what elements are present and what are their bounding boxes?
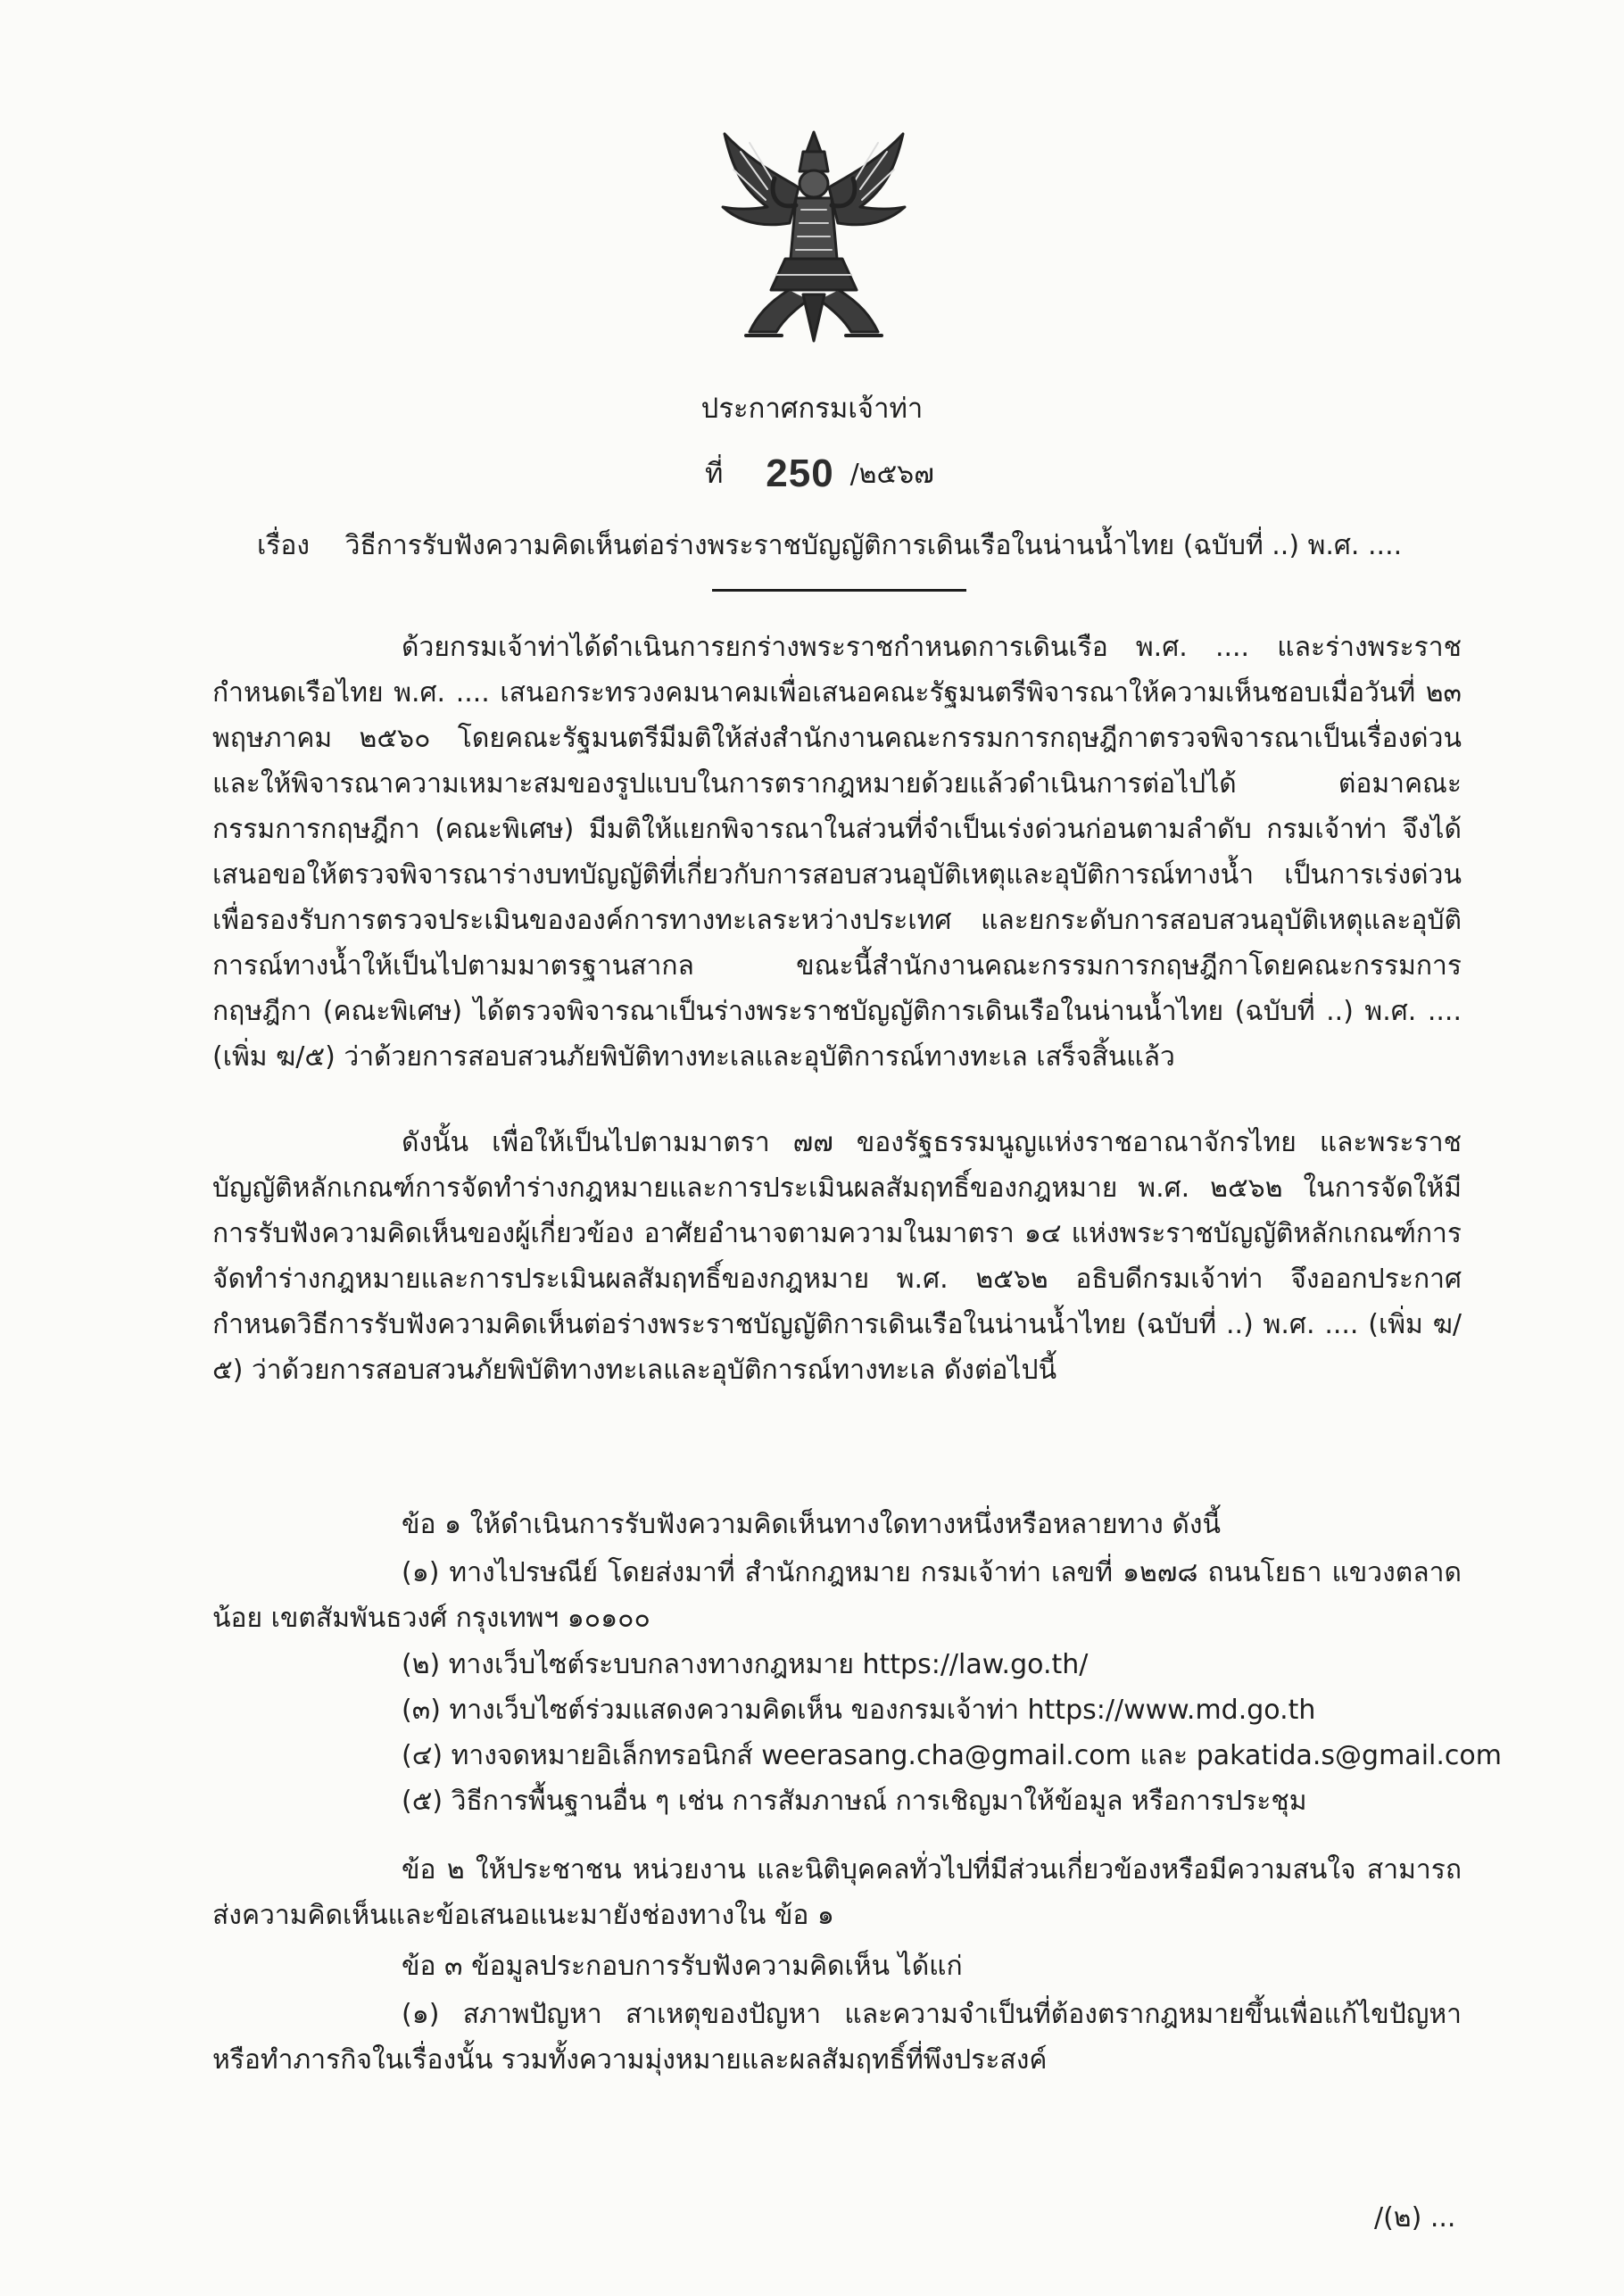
- channel-item-md-website: (๓) ทางเว็บไซต์ร่วมแสดงความคิดเห็น ของกรมเจ้าท่า https://www.md.go.th: [402, 1695, 1316, 1726]
- item-1-heading: ข้อ ๑ ให้ดำเนินการรับฟังความคิดเห็นทางใดทางหนึ่งหรือหลายทาง ดังนี้: [402, 1509, 1221, 1540]
- channel-item-email: (๔) ทางจดหมายอิเล็กทรอนิกส์ weerasang.cha@gmail.com และ pakatida.s@gmail.com: [402, 1740, 1502, 1771]
- item-2-paragraph: ข้อ ๒ ให้ประชาชน หน่วยงาน และนิติบุคคลทั่วไปที่มีส่วนเกี่ยวข้องหรือมีความสนใจ สามารถส่งความคิดเห็นและข้อเสนอแนะมายังช่องทางใน ข้อ ๑: [212, 1854, 1462, 1931]
- number-stamp: 250: [766, 452, 834, 495]
- page-continuation: /(๒) ...: [1374, 2202, 1456, 2234]
- number-year: /๒๕๖๗: [849, 459, 934, 490]
- subject-text: วิธีการรับฟังความคิดเห็นต่อร่างพระราชบัญญัติการเดินเรือในน่านน้ำไทย (ฉบับที่ ..) พ.ศ. ....: [344, 530, 1403, 561]
- garuda-emblem-icon: [714, 125, 915, 348]
- item-3-heading: ข้อ ๓ ข้อมูลประกอบการรับฟังความคิดเห็น ได้แก่: [402, 1951, 963, 1982]
- subject-line: [257, 525, 1402, 567]
- subject-label: เรื่อง: [257, 530, 311, 561]
- paragraph-authority: ดังนั้น เพื่อให้เป็นไปตามมาตรา ๗๗ ของรัฐธรรมนูญแห่งราชอาณาจักรไทย และพระราชบัญญัติหลักเกณฑ์การจัดทำร่างกฎหมายและการประเมินผลสัมฤทธิ์ของกฎหมาย พ.ศ. ๒๕๖๒ ในการจัดให้มีการรับฟังความคิดเห็นของผู้เกี่ยวข้อง อาศัยอำนาจตามความในมาตรา ๑๔ แห่งพระราชบัญญัติหลักเกณฑ์การจัดทำร่างกฎหมายและการประเมินผลสัมฤทธิ์ของกฎหมาย พ.ศ. ๒๕๖๒ อธิบดีกรมเจ้าท่า จึงออกประกาศกำหนดวิธีการรับฟังความคิดเห็นต่อร่างพระราชบัญญัติการเดินเรือในน่านน้ำไทย (ฉบับที่ ..) พ.ศ. .... (เพิ่ม ฆ/๕) ว่าด้วยการสอบสวนภัยพิบัติทางทะเลและอุบัติการณ์ทางทะเล ดังต่อไปนี้: [212, 1127, 1462, 1386]
- number-label: ที่: [705, 458, 724, 490]
- header-divider: [712, 589, 966, 592]
- paragraph-background: ด้วยกรมเจ้าท่าได้ดำเนินการยกร่างพระราชกำหนดการเดินเรือ พ.ศ. .... และร่างพระราชกำหนดเรือไทย พ.ศ. .... เสนอกระทรวงคมนาคมเพื่อเสนอคณะรัฐมนตรีพิจารณาให้ความเห็นชอบเมื่อวันที่ ๒๓ พฤษภาคม ๒๕๖๐ โดยคณะรัฐมนตรีมีมติให้ส่งสำนักงานคณะกรรมการกฤษฎีกาตรวจพิจารณาเป็นเรื่องด่วน และให้พิจารณาความเหมาะสมของรูปแบบในการตรากฎหมายด้วยแล้วดำเนินการต่อไปได้ ต่อมาคณะกรรมการกฤษฎีกา (คณะพิเศษ) มีมติให้แยกพิจารณาในส่วนที่จำเป็นเร่งด่วนก่อนตามลำดับ กรมเจ้าท่า จึงได้เสนอขอให้ตรวจพิจารณาร่างบทบัญญัติที่เกี่ยวกับการสอบสวนอุบัติเหตุและอุบัติการณ์ทางน้ำ เป็นการเร่งด่วน เพื่อรองรับการตรวจประเมินขององค์การทางทะเลระหว่างประเทศ และยกระดับการสอบสวนอุบัติเหตุและอุบัติการณ์ทางน้ำให้เป็นไปตามมาตรฐานสากล ขณะนี้สำนักงานคณะกรรมการกฤษฎีกาโดยคณะกรรมการกฤษฎีกา (คณะพิเศษ) ได้ตรวจพิจารณาเป็นร่างพระราชบัญญัติการเดินเรือในน่านน้ำไทย (ฉบับที่ ..) พ.ศ. .... (เพิ่ม ฆ/๕) ว่าด้วยการสอบสวนภัยพิบัติทางทะเลและอุบัติการณ์ทางทะเล เสร็จสิ้นแล้ว: [212, 632, 1462, 1073]
- channel-item-other: (๕) วิธีการพื้นฐานอื่น ๆ เช่น การสัมภาษณ์ การเชิญมาให้ข้อมูล หรือการประชุม: [402, 1786, 1307, 1817]
- channel-item-post: (๑) ทางไปรษณีย์ โดยส่งมาที่ สำนักกฎหมาย กรมเจ้าท่า เลขที่ ๑๒๗๘ ถนนโยธา แขวงตลาดน้อย เขตสัมพันธวงศ์ กรุงเทพฯ ๑๐๑๐๐: [212, 1557, 1462, 1634]
- announcement-number: [705, 451, 934, 496]
- channel-item-law-website: (๒) ทางเว็บไซต์ระบบกลางทางกฎหมาย https://law.go.th/: [402, 1649, 1089, 1680]
- announcement-title: ประกาศกรมเจ้าท่า: [700, 393, 924, 425]
- item-3-sub-1: (๑) สภาพปัญหา สาเหตุของปัญหา และความจำเป็นที่ต้องตรากฎหมายขึ้นเพื่อแก้ไขปัญหาหรือทำภารกิจในเรื่องนั้น รวมทั้งความมุ่งหมายและผลสัมฤทธิ์ที่พึงประสงค์: [212, 1999, 1462, 2076]
